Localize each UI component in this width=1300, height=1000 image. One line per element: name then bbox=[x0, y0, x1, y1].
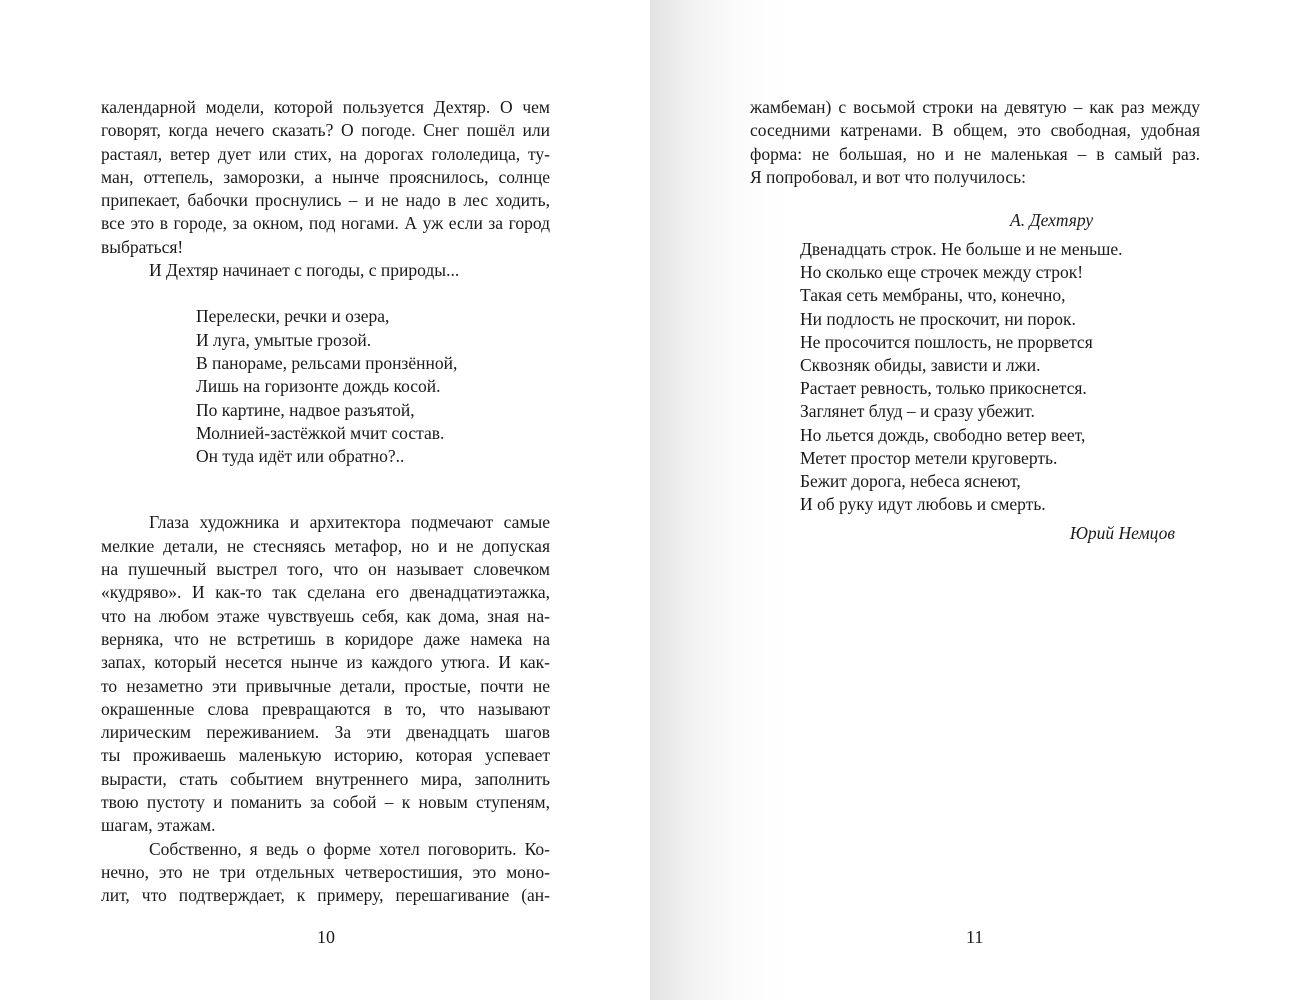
poem-line: Ни подлость не проскочит, ни порок. bbox=[800, 308, 1076, 329]
paragraph bbox=[101, 259, 550, 282]
right-page-text bbox=[750, 96, 1200, 189]
poem-line: В панораме, рельсами пронзённой, bbox=[196, 352, 458, 373]
spacer bbox=[101, 491, 550, 511]
text-line: соседними катренами. В общем, это свободная, удобная bbox=[750, 120, 1200, 141]
text-line: на пушечный выстрел того, что он называет словечком bbox=[101, 559, 550, 580]
paragraph bbox=[101, 838, 550, 908]
left-page-text bbox=[101, 96, 550, 908]
poem-line: Но льется дождь, свободно ветер веет, bbox=[800, 424, 1086, 445]
text-line: то незаметно эти привычные детали, простые, почти не bbox=[101, 675, 550, 696]
text-line: Я попробовал, и вот что получилось: bbox=[750, 166, 1026, 187]
poem-dedication: А. Дехтяру bbox=[1010, 210, 1094, 230]
poem-line: И об руку идут любовь и смерть. bbox=[800, 494, 1046, 515]
poem-line: Растает ревность, только прикоснется. bbox=[800, 378, 1087, 399]
text-line: лит, что подтверждает, к примеру, перешагивание (ан- bbox=[101, 885, 550, 906]
text-line: ман, оттепель, заморозки, а нынче прояснилось, солнце bbox=[101, 166, 550, 187]
poem-line: И луга, умытые грозой. bbox=[196, 329, 372, 350]
poem-line: Он туда идёт или обратно?.. bbox=[196, 446, 405, 467]
text-line: Глаза художника и архитектора подмечают самые bbox=[149, 512, 550, 533]
text-line: припекает, бабочки проснулись – и не надо в лес ходить, bbox=[101, 190, 550, 211]
text-line: верняка, что не встретишь в коридоре даже намека на bbox=[101, 628, 550, 649]
paragraph bbox=[750, 96, 1200, 189]
poem-line: Такая сеть мембраны, что, конечно, bbox=[800, 285, 1066, 306]
poem-line: По картине, надвое разъятой, bbox=[196, 399, 415, 420]
text-line: лирическим переживанием. За эти двенадцать шагов bbox=[101, 722, 550, 743]
right-poem bbox=[800, 238, 1123, 516]
text-line: твою пустоту и поманить за собой – к новым ступеням, bbox=[101, 792, 550, 813]
poem-quote bbox=[101, 305, 550, 468]
poem-line: Бежит дорога, небеса яснеют, bbox=[800, 471, 1021, 492]
text-line: календарной модели, которой пользуется Дехтяр. О чем bbox=[101, 97, 550, 117]
text-line: говорят, когда нечего сказать? О погоде. Снег пошёл или bbox=[101, 120, 550, 141]
right-page bbox=[650, 0, 1300, 1000]
text-line: жамбеман) с восьмой строки на девятую – как раз между bbox=[750, 97, 1200, 117]
text-line: окрашенные слова превращаются в то, что называют bbox=[101, 698, 550, 719]
text-line: что на любом этаже чувствуешь себя, как дома, зная на- bbox=[101, 605, 550, 626]
text-line: растаял, ветер дует или стих, на дорогах гололедица, ту- bbox=[101, 143, 550, 164]
text-line: нечно, это не три отдельных четверостишия, это моно- bbox=[101, 861, 550, 882]
paragraph bbox=[101, 511, 550, 837]
text-line: ты проживаешь маленькую историю, которая успевает bbox=[101, 745, 550, 766]
text-line: все это в городе, за окном, под ногами. А уж если за город bbox=[101, 213, 550, 234]
text-line: мелкие детали, не стесняясь метафор, но и не допуская bbox=[101, 535, 550, 556]
text-line: шагам, этажам. bbox=[101, 815, 216, 836]
text-line: выбраться! bbox=[101, 236, 184, 257]
text-line: запах, который несется нынче из каждого утюга. И как- bbox=[101, 652, 550, 673]
text-line: Собственно, я ведь о форме хотел поговорить. Ко- bbox=[149, 838, 550, 859]
poem-line: Двенадцать строк. Не больше и не меньше. bbox=[800, 239, 1123, 259]
poem-line: Заглянет блуд – и сразу убежит. bbox=[800, 401, 1035, 422]
text-line: И Дехтяр начинает с погоды, с природы... bbox=[149, 260, 460, 281]
poem-line: Не просочится пошлость, не прорвется bbox=[800, 331, 1093, 352]
text-line: вырасти, стать событием внутреннего мира, заполнить bbox=[101, 768, 550, 789]
page-number-left: 10 bbox=[317, 927, 335, 947]
poem-signature: Юрий Немцов bbox=[1069, 523, 1175, 543]
poem-line: Молнией-застёжкой мчит состав. bbox=[196, 422, 445, 443]
poem-line: Перелески, речки и озера, bbox=[196, 306, 390, 327]
text-line: «кудряво». И как-то так сделана его двенадцатиэтажка, bbox=[101, 582, 550, 603]
poem-line: Лишь на горизонте дождь косой. bbox=[196, 376, 441, 397]
poem-line: Сквозняк обиды, зависти и лжи. bbox=[800, 355, 1041, 376]
page-number-right: 11 bbox=[966, 927, 984, 947]
paragraph bbox=[101, 96, 550, 259]
poem-line: Метет простор метели круговерть. bbox=[800, 447, 1058, 468]
poem-line: Но сколько еще строчек между строк! bbox=[800, 262, 1084, 283]
text-line: форма: не большая, но и не маленькая – в самый раз. bbox=[750, 143, 1200, 164]
